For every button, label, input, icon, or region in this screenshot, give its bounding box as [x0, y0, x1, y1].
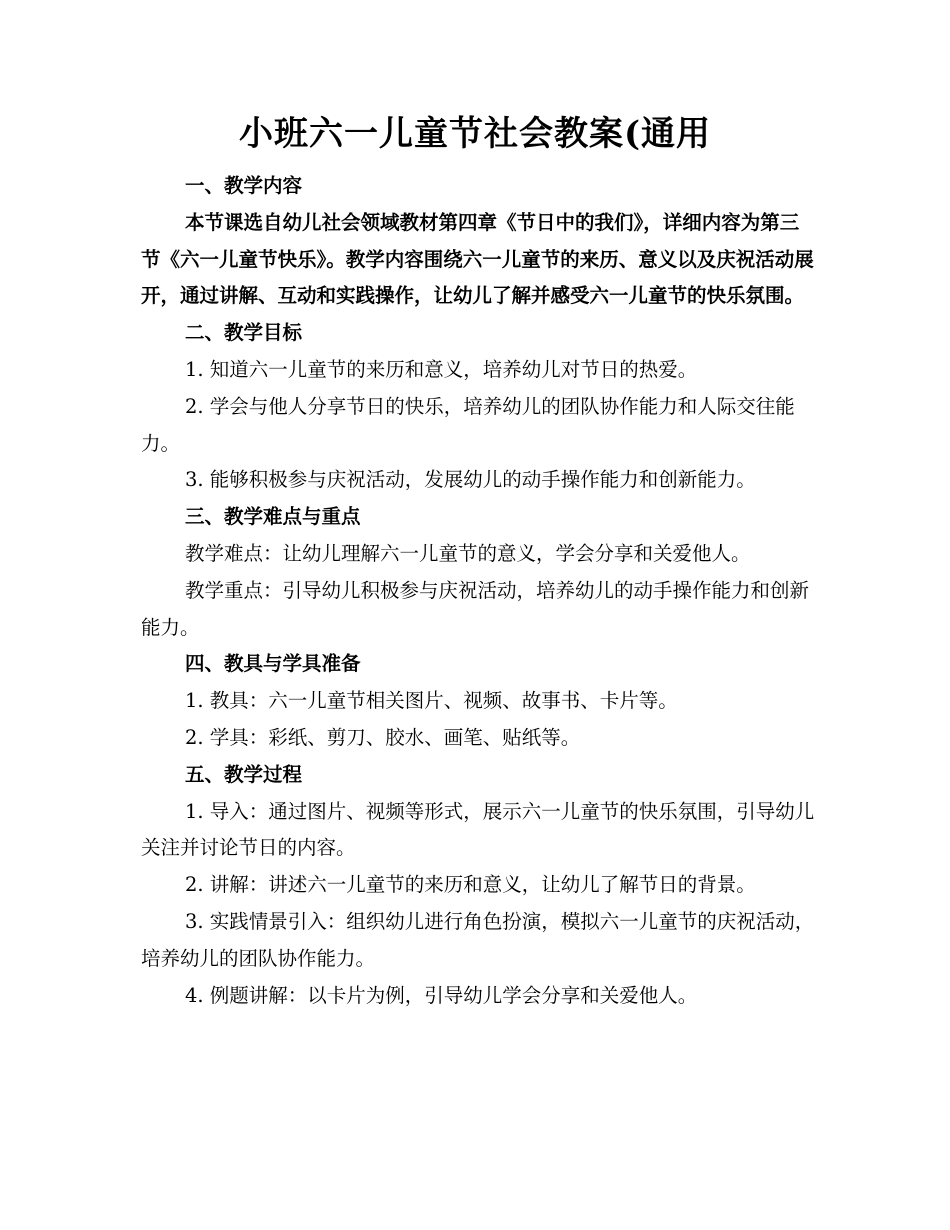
goal-item-3: 3. 能够积极参与庆祝活动，发展幼儿的动手操作能力和创新能力。 — [185, 468, 756, 492]
section-heading-materials: 四、教具与学具准备 — [185, 652, 361, 676]
section-heading-content: 一、教学内容 — [185, 174, 303, 197]
process-item-2: 2. 讲解：讲述六一儿童节的来历和意义，让幼儿了解节日的背景。 — [185, 873, 756, 897]
content-paragraph: 本节课选自幼儿社会领域教材第四章《节日中的我们》，详细内容为第三节《六一儿童节快乐》。教学内容围绕六一儿童节的来历、意义以及庆祝活动展开，通过讲解、互动和实践操作，让幼儿了解并感受六一儿童节的快乐氛围。 — [141, 210, 814, 308]
section-heading-process: 五、教学过程 — [185, 762, 303, 786]
section-heading-difficulty: 三、教学难点与重点 — [185, 505, 361, 529]
document-title: 小班六一儿童节社会教案(通用 — [238, 114, 712, 154]
process-item-1: 1. 导入：通过图片、视频等形式，展示六一儿童节的快乐氛围，引导幼儿关注并讨论节日的内容。 — [141, 799, 815, 860]
goal-item-2: 2. 学会与他人分享节日的快乐，培养幼儿的团队协作能力和人际交往能力。 — [141, 394, 795, 455]
process-item-4: 4. 例题讲解：以卡片为例，引导幼儿学会分享和关爱他人。 — [185, 983, 698, 1007]
process-item-3: 3. 实践情景引入：组织幼儿进行角色扮演，模拟六一儿童节的庆祝活动，培养幼儿的团队协作能力。 — [141, 909, 815, 970]
document-body — [141, 168, 816, 1014]
section-heading-goals: 二、教学目标 — [185, 321, 303, 345]
goal-item-1: 1. 知道六一儿童节的来历和意义，培养幼儿对节日的热爱。 — [185, 357, 698, 381]
key-point-item: 教学重点：引导幼儿积极参与庆祝活动，培养幼儿的动手操作能力和创新能力。 — [141, 578, 810, 639]
difficulty-item: 教学难点：让幼儿理解六一儿童节的意义，学会分享和关爱他人。 — [185, 541, 751, 565]
materials-item-1: 1. 教具：六一儿童节相关图片、视频、故事书、卡片等。 — [185, 689, 678, 713]
materials-item-2: 2. 学具：彩纸、剪刀、胶水、画笔、贴纸等。 — [185, 725, 581, 749]
